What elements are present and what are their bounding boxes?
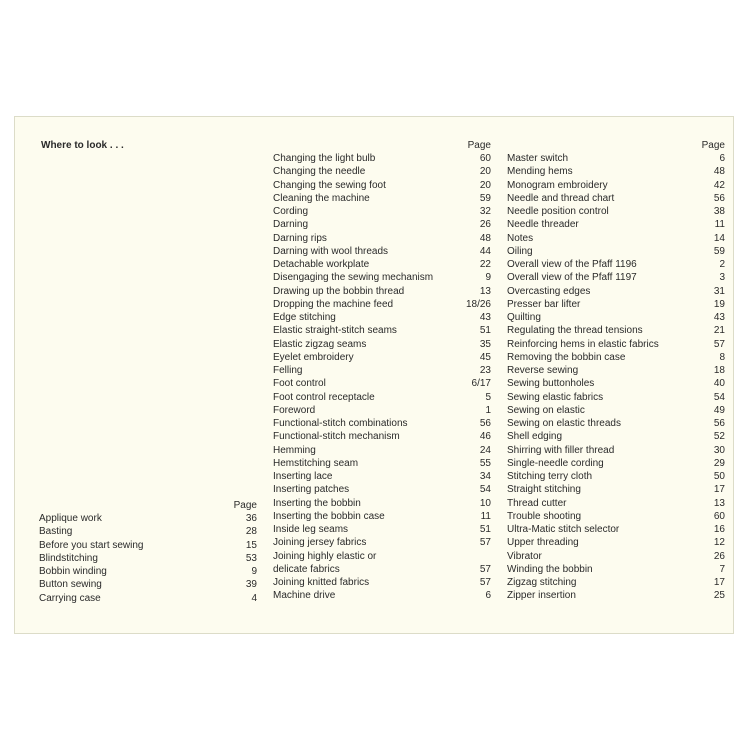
entry-label: Joining jersey fabrics [273, 537, 367, 549]
entry-label: Elastic straight-stitch seams [273, 325, 397, 337]
index-entry [507, 152, 725, 165]
entry-page-number: 57 [479, 577, 491, 588]
index-entry [39, 592, 257, 605]
index-entry [273, 258, 491, 271]
entry-page-number: 42 [713, 179, 725, 191]
entry-label: Darning with wool threads [273, 245, 389, 257]
entry-label: Changing the needle [273, 166, 366, 178]
index-entry [273, 510, 491, 523]
index-entry [39, 539, 257, 552]
index-entry [507, 576, 725, 589]
index-entry [273, 271, 491, 284]
entry-page-number: 30 [713, 444, 725, 456]
entry-page-number: 9 [485, 272, 491, 284]
entry-page-number: 56 [479, 418, 491, 429]
entry-list [273, 152, 491, 603]
entry-page-number: 31 [713, 285, 725, 297]
entry-label: Removing the bobbin case [507, 351, 626, 363]
index-entry [273, 576, 491, 589]
index-page [14, 116, 734, 634]
entry-label: Changing the light bulb [273, 153, 376, 164]
entry-label: Sewing elastic fabrics [507, 391, 604, 403]
entry-page-number: 13 [479, 285, 491, 297]
entry-page-number: 51 [479, 325, 491, 337]
entry-label: delicate fabrics [273, 563, 340, 575]
index-title: Where to look . . . [41, 140, 124, 151]
entry-page-number: 48 [479, 232, 491, 244]
index-entry [507, 563, 725, 576]
entry-page-number: 36 [245, 513, 257, 524]
entry-label: Hemming [273, 444, 316, 456]
index-entry [507, 523, 725, 536]
entry-page-number: 38 [713, 206, 725, 217]
entry-label: Sewing buttonholes [507, 378, 595, 390]
entry-page-number: 59 [479, 192, 491, 204]
index-entry [507, 165, 725, 178]
index-entry [507, 192, 725, 205]
index-entry [507, 497, 725, 510]
entry-page-number: 3 [719, 272, 725, 284]
entry-page-number: 14 [713, 232, 725, 244]
entry-page-number: 51 [479, 524, 491, 535]
entry-label: Notes [507, 232, 534, 244]
index-entry [273, 483, 491, 496]
index-entry [273, 444, 491, 457]
index-entry [507, 338, 725, 351]
index-entry [507, 298, 725, 311]
entry-page-number: 57 [479, 537, 491, 549]
entry-page-number: 18/26 [465, 298, 491, 310]
entry-page-number: 54 [713, 391, 725, 403]
entry-label: Bobbin winding [39, 566, 107, 577]
index-entry [507, 364, 725, 377]
entry-page-number: 20 [479, 179, 491, 191]
index-entry [273, 298, 491, 311]
index-entry [39, 565, 257, 578]
entry-page-number: 18 [713, 365, 725, 376]
entry-label: Reverse sewing [507, 365, 579, 376]
index-entry [39, 552, 257, 565]
index-entry [39, 525, 257, 538]
entry-page-number: 13 [713, 497, 725, 509]
index-entry [273, 338, 491, 351]
index-entry [39, 512, 257, 525]
index-entry [273, 311, 491, 324]
entry-label: Zipper insertion [507, 590, 576, 602]
entry-label: Inserting the bobbin case [273, 510, 385, 522]
entry-page-number: 11 [714, 219, 725, 231]
entry-list [39, 512, 257, 605]
entry-label: Sewing on elastic threads [507, 418, 621, 429]
entry-page-number: 17 [713, 577, 725, 588]
index-entry [273, 324, 491, 337]
index-entry [273, 364, 491, 377]
entry-label: Winding the bobbin [507, 563, 593, 575]
entry-label: Drawing up the bobbin thread [273, 285, 405, 297]
index-entry [273, 430, 491, 443]
entry-label: Darning rips [273, 232, 327, 244]
entry-label: Inserting lace [273, 471, 333, 482]
entry-page-number: 22 [479, 259, 491, 270]
entry-page-number: 49 [713, 404, 725, 416]
entry-page-number: 2 [719, 259, 725, 270]
entry-label: Eyelet embroidery [273, 351, 354, 363]
entry-page-number: 8 [719, 351, 725, 363]
entry-label: Needle and thread chart [507, 192, 615, 204]
index-entry [507, 377, 725, 390]
entry-page-number: 55 [479, 457, 491, 469]
index-entry [507, 232, 725, 245]
entry-page-number: 45 [479, 351, 491, 363]
entry-page-number: 50 [713, 471, 725, 482]
entry-label: Darning [273, 219, 309, 231]
entry-page-number: 20 [479, 166, 491, 178]
index-entry [273, 232, 491, 245]
entry-page-number: 40 [713, 378, 725, 390]
entry-page-number: 24 [479, 444, 491, 456]
entry-label: Disengaging the sewing mechanism [273, 272, 434, 284]
entry-label: Overall view of the Pfaff 1196 [507, 259, 637, 270]
entry-page-number: 60 [479, 153, 491, 164]
entry-label: Foot control [273, 378, 326, 390]
entry-page-number: 12 [713, 537, 725, 549]
entry-page-number: 54 [479, 484, 491, 496]
entry-page-number: 53 [245, 552, 257, 564]
entry-label: Overall view of the Pfaff 1197 [507, 272, 637, 284]
index-entry [273, 218, 491, 231]
entry-page-number: 1 [485, 404, 491, 416]
index-entry [273, 536, 491, 549]
index-entry [273, 589, 491, 602]
entry-label: Cleaning the machine [273, 192, 370, 204]
entry-label: Mending hems [507, 166, 573, 178]
index-entry [273, 285, 491, 298]
page-column-header: Page [701, 140, 725, 151]
index-entry [507, 311, 725, 324]
entry-page-number: 56 [713, 192, 725, 204]
entry-page-number: 5 [485, 391, 491, 403]
entry-label: Detachable workplate [273, 259, 370, 270]
entry-label: Oiling [507, 245, 533, 257]
entry-label: Functional-stitch combinations [273, 418, 408, 429]
index-entry [273, 152, 491, 165]
entry-label: Cording [273, 206, 309, 217]
entry-label: Foreword [273, 404, 316, 416]
index-entry [273, 377, 491, 390]
index-entry [507, 285, 725, 298]
index-entry [507, 444, 725, 457]
index-entry [273, 179, 491, 192]
page-column-header: Page [467, 140, 491, 151]
index-entry [507, 324, 725, 337]
index-entry [507, 417, 725, 430]
index-column-3 [507, 139, 725, 603]
entry-page-number: 44 [479, 245, 491, 257]
entry-label: Reinforcing hems in elastic fabrics [507, 338, 659, 350]
entry-page-number: 21 [713, 325, 725, 337]
index-entry [507, 271, 725, 284]
entry-page-number: 23 [479, 365, 491, 376]
entry-page-number: 26 [479, 219, 491, 231]
entry-label: Upper threading [507, 537, 579, 549]
index-entry [507, 483, 725, 496]
index-entry [273, 417, 491, 430]
entry-label: Shell edging [507, 431, 563, 443]
entry-label: Sewing on elastic [507, 404, 585, 416]
index-entry [507, 510, 725, 523]
entry-page-number: 46 [479, 431, 491, 443]
entry-label: Master switch [507, 153, 569, 164]
entry-label: Stitching terry cloth [507, 471, 593, 482]
entry-label: Applique work [39, 513, 102, 524]
entry-label: Thread cutter [507, 497, 567, 509]
entry-page-number: 48 [713, 166, 725, 178]
entry-label: Trouble shooting [507, 510, 582, 522]
index-entry [273, 404, 491, 417]
entry-label: Basting [39, 526, 73, 538]
entry-page-number: 19 [713, 298, 725, 310]
entry-label: Overcasting edges [507, 285, 591, 297]
entry-page-number: 17 [713, 484, 725, 496]
entry-label: Zigzag stitching [507, 577, 577, 588]
index-entry [507, 457, 725, 470]
index-entry [507, 258, 725, 271]
entry-page-number: 43 [713, 312, 725, 323]
entry-page-number: 57 [713, 338, 725, 350]
entry-label: Dropping the machine feed [273, 298, 394, 310]
entry-label: Button sewing [39, 579, 102, 591]
index-entry [507, 430, 725, 443]
index-entry [273, 391, 491, 404]
entry-page-number: 6/17 [471, 378, 491, 390]
index-entry [507, 470, 725, 483]
entry-page-number: 6 [485, 590, 491, 602]
entry-page-number: 25 [713, 590, 725, 602]
entry-label: Regulating the thread tensions [507, 325, 643, 337]
entry-page-number: 34 [479, 471, 491, 482]
entry-label: Vibrator [507, 550, 542, 562]
entry-label: Elastic zigzag seams [273, 338, 367, 350]
index-entry [507, 391, 725, 404]
entry-label: Quilting [507, 312, 541, 323]
entry-page-number: 6 [719, 153, 725, 164]
entry-page-number: 32 [479, 206, 491, 217]
entry-page-number: 59 [713, 245, 725, 257]
entry-label: Machine drive [273, 590, 336, 602]
entry-list [507, 152, 725, 603]
entry-page-number: 35 [479, 338, 491, 350]
entry-label: Straight stitching [507, 484, 581, 496]
index-entry [507, 589, 725, 602]
entry-label: Hemstitching seam [273, 457, 359, 469]
entry-label: Presser bar lifter [507, 298, 581, 310]
index-entry [507, 550, 725, 563]
index-entry [273, 205, 491, 218]
entry-page-number: 28 [245, 526, 257, 538]
entry-page-number: 56 [713, 418, 725, 429]
index-entry [39, 578, 257, 591]
index-entry [507, 536, 725, 549]
index-entry [273, 497, 491, 510]
index-entry [507, 351, 725, 364]
entry-label: Monogram embroidery [507, 179, 608, 191]
entry-page-number: 7 [719, 563, 725, 575]
entry-page-number: 10 [479, 497, 491, 509]
entry-label: Inserting the bobbin [273, 497, 361, 509]
entry-label: Changing the sewing foot [273, 179, 386, 191]
index-entry [273, 165, 491, 178]
entry-page-number: 9 [251, 566, 257, 577]
entry-label: Needle position control [507, 206, 609, 217]
index-entry [507, 245, 725, 258]
entry-page-number: 39 [245, 579, 257, 591]
index-entry [273, 563, 491, 576]
index-entry [273, 470, 491, 483]
entry-label: Before you start sewing [39, 539, 144, 551]
index-entry [273, 192, 491, 205]
entry-label: Single-needle cording [507, 457, 604, 469]
entry-label: Carrying case [39, 592, 101, 604]
entry-label: Inside leg seams [273, 524, 349, 535]
index-entry [273, 523, 491, 536]
index-entry [507, 205, 725, 218]
entry-page-number: 26 [713, 550, 725, 562]
entry-label: Felling [273, 365, 303, 376]
entry-page-number: 4 [251, 592, 257, 604]
index-entry [273, 245, 491, 258]
page-column-header: Page [233, 500, 257, 511]
entry-label: Needle threader [507, 219, 579, 231]
entry-page-number: 60 [713, 510, 725, 522]
index-entry [273, 550, 491, 563]
entry-page-number: 11 [480, 510, 491, 522]
entry-page-number: 52 [713, 431, 725, 443]
index-entry [507, 404, 725, 417]
index-entry [273, 457, 491, 470]
entry-page-number: 29 [713, 457, 725, 469]
entry-page-number: 57 [479, 563, 491, 575]
index-entry [273, 351, 491, 364]
entry-label: Shirring with filler thread [507, 444, 615, 456]
entry-label: Foot control receptacle [273, 391, 375, 403]
entry-label: Joining highly elastic or [273, 550, 377, 562]
entry-page-number: 16 [713, 524, 725, 535]
entry-label: Ultra-Matic stitch selector [507, 524, 620, 535]
entry-label: Blindstitching [39, 552, 98, 564]
entry-label: Inserting patches [273, 484, 350, 496]
index-entry [507, 179, 725, 192]
index-entry [507, 218, 725, 231]
index-column-2 [273, 139, 491, 603]
entry-label: Functional-stitch mechanism [273, 431, 400, 443]
entry-label: Joining knitted fabrics [273, 577, 370, 588]
entry-label: Edge stitching [273, 312, 336, 323]
index-column-1 [39, 499, 257, 605]
entry-page-number: 15 [245, 539, 257, 551]
entry-page-number: 43 [479, 312, 491, 323]
